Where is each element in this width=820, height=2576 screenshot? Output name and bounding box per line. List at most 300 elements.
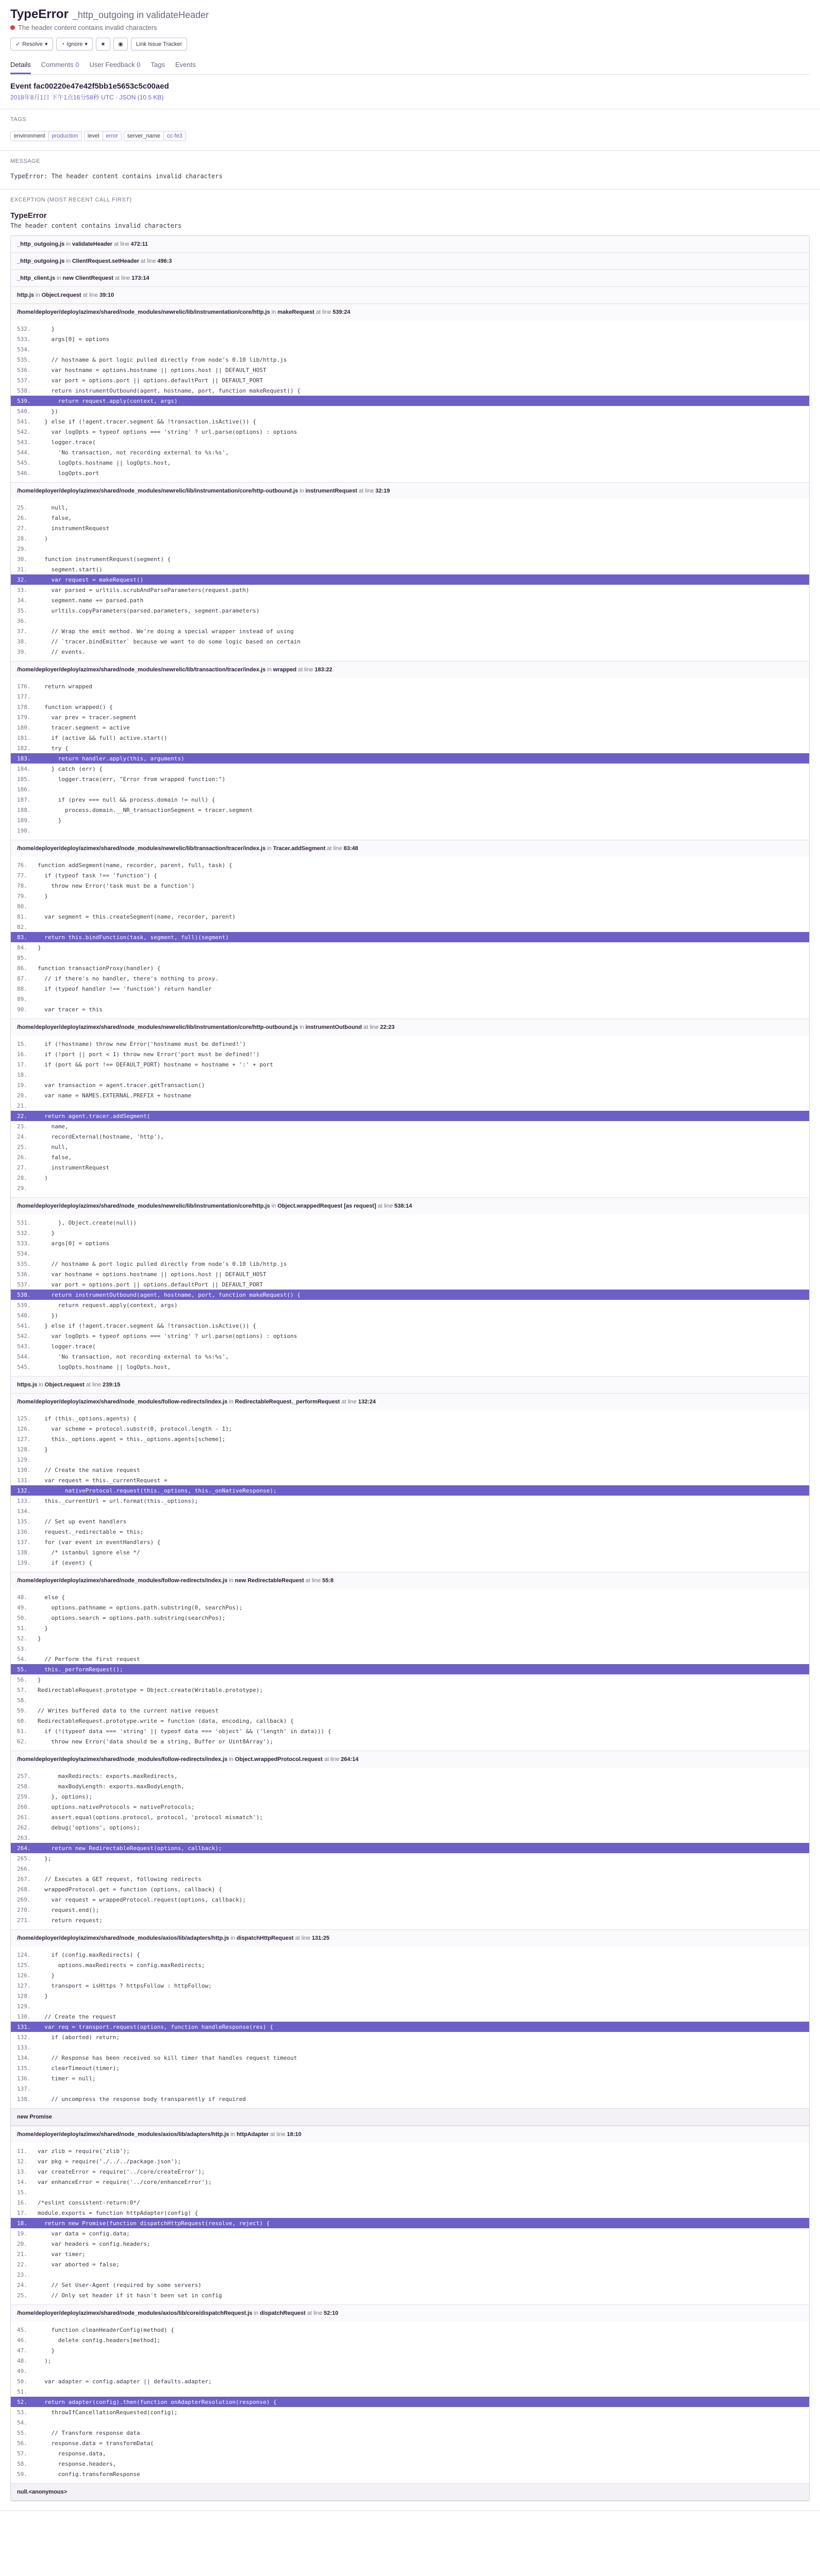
line-text: var enhanceError = require('../core/enhanceError'); bbox=[38, 2178, 212, 2185]
frame-header[interactable] bbox=[11, 2305, 809, 2321]
frame-header[interactable] bbox=[11, 2126, 809, 2143]
line-text: false, bbox=[38, 1154, 72, 1161]
frame-at-label: at line bbox=[363, 1024, 379, 1030]
code-line bbox=[11, 1771, 809, 1781]
code-line bbox=[11, 385, 809, 396]
frame-header[interactable] bbox=[11, 1751, 809, 1768]
frame-header[interactable] bbox=[11, 1198, 809, 1214]
code-line bbox=[11, 1413, 809, 1423]
stack-frame bbox=[11, 1198, 809, 1377]
line-text: return this.bindFunction(task, segment, full)(segment) bbox=[38, 934, 229, 941]
code-line bbox=[11, 523, 809, 533]
line-number: 31. bbox=[17, 566, 27, 573]
frame-header[interactable] bbox=[11, 662, 809, 678]
line-text: false, bbox=[38, 514, 72, 521]
frame-at-label: at line bbox=[305, 1578, 321, 1584]
line-number: 27. bbox=[17, 524, 27, 532]
frame-function: Object.request bbox=[41, 292, 81, 298]
line-number: 46. bbox=[17, 2336, 27, 2344]
line-text: } bbox=[38, 2347, 55, 2354]
line-number: 130. bbox=[17, 2013, 31, 2020]
line-number: 19. bbox=[17, 1081, 27, 1089]
frame-at-label: at line bbox=[377, 1203, 393, 1209]
code-line bbox=[11, 1152, 809, 1162]
code-line bbox=[11, 733, 809, 743]
tag-key: server_name bbox=[124, 131, 164, 141]
code-line bbox=[11, 691, 809, 702]
frame-line: 173:14 bbox=[131, 275, 149, 281]
line-text: return wrapped bbox=[38, 683, 92, 690]
issue-tabs bbox=[10, 58, 810, 75]
code-line bbox=[11, 2345, 809, 2355]
line-text: 'No transaction, not recording external to %s:%s', bbox=[38, 449, 229, 456]
frame-in-label: in bbox=[271, 309, 276, 315]
code-line bbox=[11, 702, 809, 712]
code-line bbox=[11, 564, 809, 574]
frame-file: /home/deployer/deploy/azimex/shared/node_modules/newrelic/lib/transaction/tracer/index.js bbox=[17, 845, 266, 852]
check-icon: ✓ bbox=[15, 41, 21, 47]
line-text: if (!(typeof data === 'string' || typeof data === 'object' && ('length' in data))) { bbox=[38, 1727, 331, 1735]
frame-at-label: at line bbox=[307, 2310, 323, 2316]
line-text: maxRedirects: exports.maxRedirects, bbox=[38, 1772, 178, 1780]
code-line bbox=[11, 2228, 809, 2239]
line-number: 29. bbox=[17, 1184, 27, 1192]
line-number: 531. bbox=[17, 1219, 31, 1226]
tab-events[interactable] bbox=[175, 58, 196, 74]
line-number: 545. bbox=[17, 1363, 31, 1370]
code-line bbox=[11, 2011, 809, 2022]
code-line bbox=[11, 554, 809, 564]
line-number: 36. bbox=[17, 617, 27, 624]
bookmark-button[interactable] bbox=[96, 38, 110, 50]
code-line bbox=[11, 1454, 809, 1465]
line-text: if (typeof task !== 'function') { bbox=[38, 872, 157, 879]
line-number: 23. bbox=[17, 2271, 27, 2278]
event-meta[interactable]: 2018年8月1日 下午1点16分58秒 UTC · JSON (10.5 KB) bbox=[10, 94, 164, 101]
frame-function: instrumentRequest bbox=[305, 488, 358, 494]
line-number: 20. bbox=[17, 1092, 27, 1099]
line-text: options.pathname = options.path.substring(0, searchPos); bbox=[38, 1604, 243, 1611]
stack-frame bbox=[11, 2126, 809, 2305]
code-line bbox=[11, 1183, 809, 1193]
resolve-button[interactable] bbox=[10, 38, 53, 50]
line-number: 187. bbox=[17, 796, 31, 803]
frame-header[interactable] bbox=[11, 1572, 809, 1589]
line-number: 62. bbox=[17, 1738, 27, 1745]
line-number: 258. bbox=[17, 1783, 31, 1790]
line-number: 544. bbox=[17, 449, 31, 456]
code-line bbox=[11, 2428, 809, 2438]
stack-frame bbox=[11, 483, 809, 662]
line-number: 130. bbox=[17, 1466, 31, 1473]
code-line bbox=[11, 616, 809, 626]
line-text: var segment = this.createSegment(name, recorder, parent) bbox=[38, 913, 236, 920]
highlighted-code-line bbox=[11, 1111, 809, 1121]
code-context bbox=[11, 2143, 809, 2304]
line-number: 81. bbox=[17, 913, 27, 920]
code-line bbox=[11, 1613, 809, 1623]
line-number: 532. bbox=[17, 1229, 31, 1236]
code-line bbox=[11, 2325, 809, 2335]
code-line bbox=[11, 1736, 809, 1747]
code-line bbox=[11, 1131, 809, 1142]
frame-at-label: at line bbox=[295, 1935, 310, 1941]
code-line bbox=[11, 647, 809, 657]
code-line bbox=[11, 2177, 809, 2187]
line-text: return agent.tracer.addSegment( bbox=[38, 1112, 150, 1120]
code-line bbox=[11, 513, 809, 523]
line-number: 38. bbox=[17, 638, 27, 645]
line-number: 180. bbox=[17, 724, 31, 731]
line-number: 532. bbox=[17, 325, 31, 332]
code-line bbox=[11, 2073, 809, 2083]
frame-file: /home/deployer/deploy/azimex/shared/node_modules/newrelic/lib/instrumentation/core/http-outbound.js bbox=[17, 1024, 298, 1030]
line-number: 134. bbox=[17, 2054, 31, 2061]
mute-icon: ◔ bbox=[61, 41, 65, 47]
code-line bbox=[11, 354, 809, 365]
line-text: // Only set header if it hasn't been set in config bbox=[38, 2292, 222, 2299]
line-text: /* istanbul ignore else */ bbox=[38, 1549, 140, 1556]
tab-tags[interactable] bbox=[150, 58, 164, 74]
line-text: function wrapped() { bbox=[38, 703, 113, 710]
line-number: 179. bbox=[17, 714, 31, 721]
line-text: urltils.copyParameters(parsed.parameters, segment.parameters) bbox=[38, 607, 260, 614]
code-line bbox=[11, 764, 809, 774]
line-text: options.nativeProtocols = nativeProtocols; bbox=[38, 1803, 195, 1810]
line-number: 137. bbox=[17, 1538, 31, 1546]
frame-header[interactable] bbox=[11, 270, 809, 286]
frame-file: /home/deployer/deploy/azimex/shared/node_modules/axios/lib/adapters/http.js bbox=[17, 2131, 229, 2138]
frame-in-label: in bbox=[36, 292, 40, 298]
code-line bbox=[11, 712, 809, 722]
line-number: 181. bbox=[17, 734, 31, 741]
code-context bbox=[11, 499, 809, 661]
line-number: 135. bbox=[17, 2064, 31, 2072]
line-text: } bbox=[38, 1992, 48, 1999]
frame-header[interactable] bbox=[11, 236, 809, 252]
line-number: 189. bbox=[17, 817, 31, 824]
line-number: 539. bbox=[17, 1301, 31, 1309]
line-number: 90. bbox=[17, 1006, 27, 1013]
line-text: }) bbox=[38, 408, 58, 415]
line-text: if (config.maxRedirects) { bbox=[38, 1951, 140, 1958]
frame-header[interactable] bbox=[11, 1930, 809, 1946]
line-text: config.transformResponse bbox=[38, 2470, 140, 2478]
line-text: 'No transaction, not recording external to %s:%s', bbox=[38, 1353, 229, 1360]
line-text: ) bbox=[38, 1174, 48, 1181]
code-line bbox=[11, 1853, 809, 1863]
frame-header[interactable] bbox=[11, 483, 809, 499]
line-number: 545. bbox=[17, 459, 31, 466]
line-number: 25. bbox=[17, 1143, 27, 1150]
frame-line: 183:22 bbox=[314, 667, 332, 673]
line-text: } bbox=[38, 1624, 48, 1632]
line-text: if (aborted) return; bbox=[38, 2033, 120, 2041]
frame-function: RedirectableRequest._performRequest bbox=[235, 1399, 340, 1405]
code-line bbox=[11, 1822, 809, 1833]
frame-header[interactable] bbox=[11, 1377, 809, 1393]
code-line bbox=[11, 774, 809, 784]
line-number: 77. bbox=[17, 872, 27, 879]
frame-header[interactable] bbox=[11, 840, 809, 857]
line-number: 12. bbox=[17, 2158, 27, 2165]
line-number: 136. bbox=[17, 1528, 31, 1535]
line-number: 539. bbox=[17, 397, 31, 404]
line-number: 61. bbox=[17, 1727, 27, 1735]
line-text: name, bbox=[38, 1123, 69, 1130]
frame-function: httpAdapter bbox=[236, 2131, 269, 2138]
tab-details[interactable] bbox=[10, 58, 31, 74]
link-issue-tracker-button[interactable] bbox=[131, 38, 187, 50]
line-number: 133. bbox=[17, 1497, 31, 1504]
code-line bbox=[11, 891, 809, 901]
code-line bbox=[11, 2053, 809, 2063]
tag-pill[interactable] bbox=[84, 131, 122, 141]
code-line bbox=[11, 1547, 809, 1557]
frame-function: new ClientRequest bbox=[62, 275, 113, 281]
tag-list bbox=[10, 131, 810, 141]
line-number: 538. bbox=[17, 1291, 31, 1298]
line-number: 132. bbox=[17, 1487, 31, 1494]
frame-at-label: at line bbox=[114, 241, 129, 247]
frame-file: _http_outgoing.js bbox=[17, 258, 65, 264]
code-line bbox=[11, 1217, 809, 1228]
stack-frame bbox=[11, 662, 809, 840]
code-line bbox=[11, 1434, 809, 1444]
code-line bbox=[11, 870, 809, 880]
line-number: 14. bbox=[17, 2178, 27, 2185]
line-number: 133. bbox=[17, 2044, 31, 2051]
code-line bbox=[11, 2187, 809, 2197]
code-line bbox=[11, 1341, 809, 1351]
code-line bbox=[11, 1960, 809, 1970]
frame-header[interactable] bbox=[11, 304, 809, 320]
highlighted-code-line bbox=[11, 396, 809, 406]
code-line bbox=[11, 794, 809, 805]
frame-header[interactable] bbox=[11, 287, 809, 303]
frame-at-label: at line bbox=[141, 258, 156, 264]
frame-header[interactable] bbox=[11, 1394, 809, 1410]
code-line bbox=[11, 973, 809, 984]
code-line bbox=[11, 1623, 809, 1633]
code-line bbox=[11, 1331, 809, 1341]
line-text: function addSegment(name, recorder, parent, full, task) { bbox=[38, 861, 232, 869]
tag-pill[interactable] bbox=[10, 131, 82, 141]
line-text: var request = this._currentRequest = bbox=[38, 1477, 168, 1484]
line-text: var pkg = require('./../../package.json'); bbox=[38, 2158, 181, 2165]
code-line bbox=[11, 365, 809, 375]
line-number: 18. bbox=[17, 2219, 27, 2227]
line-text: } bbox=[38, 1446, 48, 1453]
ignore-button[interactable] bbox=[56, 38, 93, 50]
highlighted-code-line bbox=[11, 574, 809, 585]
code-line bbox=[11, 1674, 809, 1685]
error-type-title: TypeError bbox=[10, 7, 69, 21]
code-line bbox=[11, 1833, 809, 1843]
code-line bbox=[11, 406, 809, 416]
code-line bbox=[11, 2197, 809, 2208]
line-number: 55. bbox=[17, 1666, 27, 1673]
highlighted-code-line bbox=[11, 2218, 809, 2228]
code-line bbox=[11, 681, 809, 691]
code-line bbox=[11, 2094, 809, 2104]
line-text: var createError = require('../core/createError'); bbox=[38, 2168, 205, 2175]
line-number: 32. bbox=[17, 576, 27, 583]
frame-header[interactable]: new Promise bbox=[11, 2109, 809, 2126]
line-number: 17. bbox=[17, 2209, 27, 2216]
tab-comments[interactable] bbox=[41, 58, 79, 74]
line-number: 269. bbox=[17, 1896, 31, 1903]
code-line bbox=[11, 805, 809, 815]
frame-function: dispatchRequest bbox=[260, 2310, 306, 2316]
code-line bbox=[11, 1300, 809, 1310]
line-text: // uncompress the response body transparently if required bbox=[38, 2095, 246, 2103]
tab-user-feedback[interactable] bbox=[89, 58, 140, 74]
line-number: 270. bbox=[17, 1906, 31, 1913]
line-text: var scheme = protocol.substr(0, protocol.length - 1); bbox=[38, 1425, 232, 1432]
tab-label: Details bbox=[10, 61, 31, 69]
line-text: logger.trace( bbox=[38, 1343, 96, 1350]
code-line bbox=[11, 722, 809, 733]
line-text: return new RedirectableRequest(options, callback); bbox=[38, 1844, 222, 1852]
frame-function: ClientRequest.setHeader bbox=[72, 258, 140, 264]
stack-frame bbox=[11, 840, 809, 1019]
frame-header[interactable] bbox=[11, 253, 809, 269]
frame-in-label: in bbox=[66, 258, 71, 264]
line-number: 260. bbox=[17, 1803, 31, 1810]
code-line bbox=[11, 1633, 809, 1643]
line-text: } bbox=[38, 1635, 41, 1642]
code-line bbox=[11, 1070, 809, 1080]
share-button[interactable] bbox=[113, 38, 128, 50]
line-number: 48. bbox=[17, 1594, 27, 1601]
line-text: segment.name += parsed.path bbox=[38, 597, 144, 604]
frame-in-label: in bbox=[229, 1578, 233, 1584]
code-context bbox=[11, 1214, 809, 1376]
line-number: 50. bbox=[17, 1614, 27, 1621]
code-line bbox=[11, 1980, 809, 1991]
code-line bbox=[11, 2208, 809, 2218]
line-number: 26. bbox=[17, 514, 27, 521]
stack-frame bbox=[11, 270, 809, 287]
line-number: 49. bbox=[17, 2367, 27, 2375]
code-line bbox=[11, 1905, 809, 1915]
line-number: 185. bbox=[17, 775, 31, 783]
line-text: if (typeof handler !== 'function') return handler bbox=[38, 985, 212, 992]
highlighted-code-line bbox=[11, 1843, 809, 1853]
line-number: 186. bbox=[17, 786, 31, 793]
line-number: 26. bbox=[17, 1154, 27, 1161]
code-line bbox=[11, 1654, 809, 1664]
code-line bbox=[11, 2459, 809, 2469]
line-number: 129. bbox=[17, 2003, 31, 2010]
line-number: 55. bbox=[17, 2429, 27, 2436]
frame-file: /home/deployer/deploy/azimex/shared/node_modules/newrelic/lib/instrumentation/core/http.js bbox=[17, 309, 270, 315]
line-text: } bbox=[38, 1676, 41, 1683]
line-number: 24. bbox=[17, 1133, 27, 1140]
code-line bbox=[11, 585, 809, 595]
frame-header[interactable]: null.<anonymous> bbox=[11, 2484, 809, 2501]
ignore-label: Ignore bbox=[66, 41, 83, 47]
line-text: this._options.agent = this._options.agents[scheme]; bbox=[38, 1435, 226, 1443]
frame-line: 539:24 bbox=[332, 309, 350, 315]
line-text: var transaction = agent.tracer.getTransaction() bbox=[38, 1081, 205, 1089]
stack-frame bbox=[11, 1930, 809, 2109]
code-line bbox=[11, 1121, 809, 1131]
message-section-title: MESSAGE bbox=[10, 158, 40, 164]
code-line bbox=[11, 375, 809, 385]
line-number: 84. bbox=[17, 944, 27, 951]
line-number: 56. bbox=[17, 1676, 27, 1683]
frame-at-label: at line bbox=[324, 1756, 340, 1762]
error-level-dot-icon bbox=[10, 25, 15, 30]
code-line bbox=[11, 502, 809, 513]
frame-file: _http_outgoing.js bbox=[17, 241, 65, 247]
frame-header[interactable] bbox=[11, 1019, 809, 1036]
line-number: 257. bbox=[17, 1772, 31, 1780]
line-text: throw new Error('task must be a function') bbox=[38, 882, 195, 889]
line-text: return new Promise(function dispatchHttpRequest(resolve, reject) { bbox=[38, 2219, 270, 2227]
line-text: ); bbox=[38, 2357, 52, 2364]
line-text: try { bbox=[38, 744, 69, 752]
line-number: 45. bbox=[17, 2326, 27, 2333]
code-line bbox=[11, 1090, 809, 1100]
line-text: if (this._options.agents) { bbox=[38, 1415, 137, 1422]
line-number: 543. bbox=[17, 438, 31, 446]
line-number: 536. bbox=[17, 1270, 31, 1278]
line-number: 190. bbox=[17, 827, 31, 834]
line-number: 57. bbox=[17, 2450, 27, 2457]
line-number: 53. bbox=[17, 2409, 27, 2416]
frame-in-label: in bbox=[267, 667, 272, 673]
code-context bbox=[11, 1036, 809, 1197]
event-bar bbox=[0, 75, 820, 109]
line-text: var aborted = false; bbox=[38, 2261, 120, 2268]
line-number: 52. bbox=[17, 1635, 27, 1642]
tag-pill[interactable] bbox=[124, 131, 186, 141]
line-text: var request = wrappedProtocol.request(options, callback); bbox=[38, 1896, 246, 1903]
line-number: 47. bbox=[17, 2347, 27, 2354]
line-text: function instrumentRequest(segment) { bbox=[38, 555, 171, 563]
line-number: 19. bbox=[17, 2230, 27, 2237]
line-text: }, options); bbox=[38, 1793, 92, 1800]
frame-line: 32:19 bbox=[375, 488, 390, 494]
tag-key: environment bbox=[11, 131, 49, 141]
line-number: 184. bbox=[17, 765, 31, 772]
code-line bbox=[11, 1279, 809, 1290]
line-number: 533. bbox=[17, 1240, 31, 1247]
line-text: wrappedProtocol.get = function (options, callback) { bbox=[38, 1886, 222, 1893]
highlighted-code-line bbox=[11, 1664, 809, 1674]
frame-in-label: in bbox=[39, 1382, 43, 1388]
line-text: clearTimeout(timer); bbox=[38, 2064, 120, 2072]
line-text: function transactionProxy(handler) { bbox=[38, 964, 161, 972]
line-text: if (prev === null && process.domain != null) { bbox=[38, 796, 215, 803]
line-text: null, bbox=[38, 1143, 69, 1150]
tag-value: production bbox=[49, 131, 81, 141]
frame-function: Object.wrappedProtocol.request bbox=[235, 1756, 323, 1762]
message-text: TypeError: The header content contains invalid characters bbox=[10, 173, 223, 180]
frame-function: new RedirectableRequest bbox=[235, 1578, 304, 1584]
line-text: options.maxRedirects = config.maxRedirects; bbox=[38, 1961, 205, 1969]
frame-at-label: at line bbox=[82, 292, 98, 298]
frame-file: /home/deployer/deploy/azimex/shared/node_modules/follow-redirects/index.js bbox=[17, 1578, 228, 1584]
line-number: 53. bbox=[17, 1645, 27, 1652]
highlighted-code-line bbox=[11, 2022, 809, 2032]
line-number: 537. bbox=[17, 377, 31, 384]
code-context bbox=[11, 2321, 809, 2483]
frame-line: 18:10 bbox=[287, 2131, 302, 2138]
